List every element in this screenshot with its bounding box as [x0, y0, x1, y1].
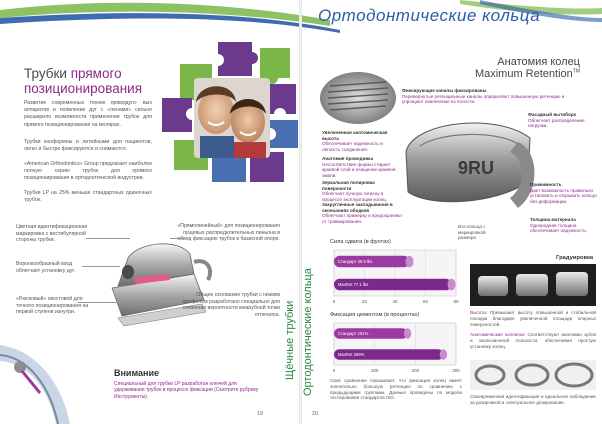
label-head: Толщина материала: [530, 217, 576, 222]
chart-data-label: MaxRet 77.1 lbs: [338, 282, 369, 287]
callout-color-id: Цветная идентификационная маркировка с вестибулярной стороны трубки.: [16, 224, 88, 244]
intro-paragraph-4: Трубки LP на 25% меньше стандартных одиночных трубок.: [24, 190, 152, 204]
description-height: [470, 310, 596, 327]
label-head: Прижимность: [530, 182, 562, 187]
callout-funnel: Воронкообразный вход облегчает установку дуг.: [16, 261, 76, 274]
chart-bar-cap: [448, 279, 456, 291]
label-body: Перевернутые ретенционные каналы определяют повышенную ретенцию и упрощают извлечение из полости.: [402, 93, 565, 105]
callout-base: Общее основание трубки с низким профилем разработано специально для снижения вероятности межзубной точки отпечатка.: [182, 292, 280, 318]
label-height: [322, 130, 402, 152]
desc-lead: Высота:: [470, 310, 488, 315]
summary-text: Своё сравнение показывает, что фиксация колец имеет значительно большую ретенцию по сравнению с предыдущими группами. Данные проведены по модели тестирования стандартов ISO.: [330, 378, 462, 401]
page-number-right: 20: [312, 411, 319, 417]
label-head: Увеличенная анатомическая высота: [322, 130, 388, 141]
callout-leader: [160, 298, 184, 299]
anatomy-title: Анатомия колец: [497, 56, 580, 68]
chart-bar-cap: [440, 349, 447, 360]
section-title-highlight: прямого позиционирования: [24, 66, 143, 96]
label-anatomy: [322, 156, 402, 178]
anatomy-subtitle: [420, 68, 580, 80]
label-polish: [322, 180, 402, 202]
anatomy-subtitle-text: Maximum Retention: [474, 68, 573, 80]
callout-leader: [82, 266, 120, 267]
chart-tick-label: 20: [361, 299, 368, 304]
chart-2-title: Фиксация цементом (в процентах): [330, 312, 420, 318]
instrument-photo: [0, 335, 80, 424]
attention-title: Внимание: [114, 368, 159, 378]
chart-tick-label: 60: [422, 299, 429, 304]
page-number-left: 19: [257, 411, 264, 417]
callout-channel: «Прямолинейный» для позиционирования лущевых распределительных пиньона в обход фиксацию трубок в базисной опоре.: [177, 223, 280, 243]
chart-data-label: Стандарт 49.5 lbs: [338, 259, 373, 264]
desc-body: Соответствуют анатомии зубов и окклюзионной плоскости, обеспечивая простую установку колец.: [470, 332, 596, 349]
intro-paragraph-3: «American Orthodontics» Group предлагает наиболее полную серию трубок для прямого позиционирования в ортодонтической индустрии.: [24, 161, 152, 182]
chart-tick-label: 300: [452, 368, 460, 373]
chart-bar-cap: [404, 328, 411, 339]
chart-tick-label: 100: [370, 368, 379, 373]
label-body: Облегчает распределение нагрузки.: [528, 117, 585, 129]
label-body: Однородная толщина обеспечивает надежность.: [530, 222, 588, 234]
chart-tick-label: 0: [332, 299, 336, 304]
chart-1-title: Сила сдвига (в фунтах): [330, 239, 391, 245]
callout-leader: [78, 302, 118, 303]
intro-paragraph-2: Трубки конформны и литейными для пациентов, легко и быстро фиксируются и снимаются.: [24, 139, 152, 153]
desc-lead: Анатомические колпачки:: [470, 332, 526, 337]
ring-sizes-photo: [470, 360, 596, 390]
label-head: Закругленные закладывания в окончаниях ободков: [322, 202, 393, 213]
ring-closeup-photo: [318, 70, 398, 126]
trademark-mark: TM: [572, 68, 580, 75]
vertical-label-left: Щёчные трубки: [284, 300, 296, 380]
chart-tick-label: 0: [332, 368, 336, 373]
chart-tick-label: 200: [411, 368, 420, 373]
chart-bar-cap: [405, 256, 413, 268]
section-title-plain: Трубки: [24, 66, 67, 81]
ring-stamp: 9RU: [458, 158, 495, 178]
page-title: Ортодонтические кольца: [318, 6, 541, 25]
orthodontic-ring-photo: [400, 112, 540, 222]
label-head: Зеркальная полировка поверхности: [322, 180, 375, 191]
cement-retention-chart: [326, 319, 462, 375]
intro-paragraph-1: Развитие современных техник прямодуго- вых аппаратов и появление дуг с «ленами» сильно расширило возможности применения трубок для прямого позиционирования на молярах.: [24, 100, 152, 128]
chart-tick-label: 40: [392, 299, 398, 304]
footer-text: Своевременная идентификация и идеальное наблюдение за дозировкой и спектральное дозирование.: [470, 394, 596, 405]
desc-body: Превышает высоту повышенной и стабильной посадки благодаря увеличенной площади опорных поверхностей.: [470, 310, 596, 327]
label-head: Анатомия проводника: [322, 156, 374, 161]
gradation-rings-photo: [470, 264, 596, 306]
gradation-title: Градуировка: [556, 255, 594, 261]
chart-data-label: MaxRet 269%: [338, 352, 365, 357]
label-body: Дает возможность правильно установить и открывать кольцо без деформации.: [530, 187, 597, 204]
label-grooves: [402, 88, 582, 105]
label-body: Несоответствие формы стирает краевой слой и очищение краевой эмали.: [322, 161, 396, 178]
chart-tick-label: 80: [453, 299, 459, 304]
label-head: Фиксирующие каналы фиксированы: [402, 88, 487, 93]
description-anatomy: [470, 332, 596, 349]
puzzle-photo: [160, 40, 300, 185]
stamp-note: Все кольца с маркировкой размера: [458, 224, 486, 241]
shear-force-chart: [326, 246, 462, 306]
label-body: Обеспечивает надежность и лёгкость соединения.: [322, 141, 383, 152]
callout-leader: [86, 238, 130, 239]
attention-text: Специальный для трубки LP разработан ключей для удерживания трубок в процессе фиксации (Смотрите рубрику Инструменты).: [114, 381, 259, 400]
buccal-tube-photo: [98, 228, 218, 338]
label-body: Облегчают примерку и предохраняют от травмирования.: [322, 213, 403, 224]
callout-leader: [170, 238, 186, 239]
label-body: Облегчает лучшую гигиену в процессе эксплуатации колец.: [322, 191, 388, 202]
chart-data-label: Стандарт 181%: [338, 331, 369, 336]
label-rounded-edges: [322, 202, 406, 224]
label-pressure: [530, 182, 600, 204]
label-facade: [528, 112, 600, 129]
label-thickness: [530, 217, 600, 234]
callout-hook: «Рюсковый» хвостовой для точного позиционирования на первой ступени изнутри.: [16, 296, 89, 316]
vertical-label-right: Ортодонтические кольца: [302, 268, 314, 396]
label-head: Фасадный вытиборк: [528, 112, 576, 117]
